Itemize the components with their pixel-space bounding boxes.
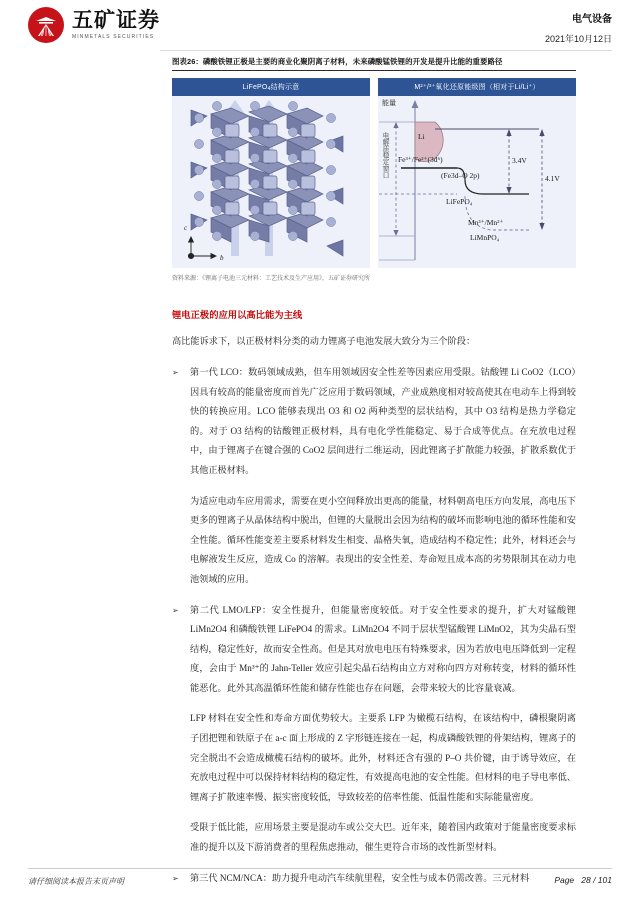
fe-redox-level-label: Fe³⁺/Fe²⁺(3d⁶) [398,155,443,165]
limnpo4-label: LiMnPO₄ [470,233,500,243]
energy-axis-label: 能量 [382,99,396,108]
lifepo4-label: LiFePO₄ [446,197,473,207]
olivine-structure-diagram [172,96,370,268]
footer-page [554,875,612,885]
paragraph-lfp: LFP 材料在安全性和寿命方面优势较大。主要系 LFP 为橄榄石结构，在该结构中，磷根聚阴离子团把锂和铁原子在 a-c 面上形成的 Z 字形链连接在一起，构成磷酸铁锂的骨架结构，锂离子的完全脱出不会造成橄榄石结构的破坏。此外，材料还含有强的 P–O 共价键，由于诱导效应，在充放电过程中可以保持材料结构的稳定性，有效提高电池的安全性能。但材料的电子导电率低、锂离子扩散速率慢、振实密度较低，导致较差的倍率性能、低温性能和实际能量密度。 [190,713,576,802]
panel-energy-canvas [378,96,576,268]
voltage-value-mn: 4.1V [545,174,560,184]
axis-label-c: c [184,224,188,233]
figure-panel-energy [378,78,576,268]
paragraph-high-voltage: 为适应电动车应用需求，需要在更小空间释放出更高的能量，材料朝高电压方向发展，高电压下更多的锂离子从晶体结构中脱出，但锂的大量脱出会因为结构的破坏而影响电池的循环性能和安全性能。循环性能变差主要系材料发生相变、晶格失氧，造成结构不稳定性；此外，材料还会与电解液发生反应，造成 Co 的溶解。表现出的安全性差、寿命短且成本高的劣势限制其在动力电池领域的应用。 [190,495,576,584]
bullet-marker-icon: ➢ [172,605,179,615]
panel-structure-title [172,78,370,96]
footer-disclaimer: 请仔细阅读本报告末页声明 [28,877,124,886]
bullet-marker-icon: ➢ [172,873,179,883]
voltage-value-fe: 3.4V [512,156,527,166]
footer-divider [28,868,612,869]
page-header [0,0,640,50]
panel-structure-title-main: LiFePO [242,84,268,92]
electrolyte-window-label: 电解质稳定窗口 [381,132,388,179]
panel-energy-title: M²⁺/³⁺氧化还原能级图（相对于Li/Li⁺） [378,78,576,96]
section-heading: 锂电正极的应用以高比能为主线 [172,310,303,321]
voltage-arrow-mn [539,129,544,230]
header-divider [160,50,612,51]
figure-block [172,56,576,282]
bullet-ncm-nca [172,869,576,889]
brand-name-cn: 五矿证券 [72,9,160,32]
bullet-ncm-nca-text: 第三代 NCM/NCA：助力提升电动汽车续航里程，安全性与成本仍需改善。三元材料 [190,872,530,883]
section-intro: 高比能诉求下，以正极材料分类的动力锂离子电池发展大致分为三个阶段： [172,336,476,347]
brand-name-en: MINMETALS SECURITIES [72,34,155,40]
mn-redox-level-label: Mn³⁺/Mn²⁺ [468,218,504,228]
header-meta [545,10,612,45]
axis-indicator [188,237,216,259]
page-number: 28 / 101 [581,875,612,885]
brand-text [72,10,160,40]
page-label: Page [554,875,575,885]
figure-source: 资料来源：《锂离子电池三元材料：工艺技术及生产应用》，五矿证券研究所 [172,276,371,283]
li-level-label: Li [418,132,425,142]
figure-panel-structure [172,78,370,268]
bullet-marker-icon: ➢ [172,367,179,377]
minmetals-logo-icon [28,7,64,43]
figure-caption-rule [172,70,576,71]
paragraph-low-energy-density: 受限于低比能，应用场景主要是混动车或公交大巴。近年来，随着国内政策对于能量密度要求标准的提升以及下游消费者的里程焦虑推动，催生更符合市场的改性新型材料。 [190,822,576,853]
panel-structure-title-tail: 结构示意 [270,84,300,92]
content-column [172,56,576,888]
sector-label: 电气设备 [572,14,612,25]
voltage-arrow-fe [506,129,511,194]
bullet-lmo-lfp-text: 第二代 LMO/LFP：安全性提升，但能量密度较低。对于安全性要求的提升，扩大对锰酸锂 LiMn2O4 和磷酸铁锂 LiFePO4 的需求。LiMn2O4 不同于层状型锰酸锂 LiMnO2，其为尖晶石型结构，稳定性好，故而安全性高。但是其对放电电压有特殊要求，因为若放电电压降低到一定程度，会由于 Mn³⁺的 Jahn-Teller 效应引起尖晶石结构由立方对称向四方对称转变，材料的循环性能恶化。此外其高温循环性能和储存性能也存在问题，会带来较大的比容量衰减。 [190,604,576,693]
report-date: 2021年10月12日 [544,34,612,44]
bullet-lco [172,363,576,481]
figure-panels [172,78,576,268]
bullet-lmo-lfp [172,601,576,699]
panel-structure-title-sub: 4 [267,86,271,93]
brand-logo [28,7,160,43]
panel-structure-canvas [172,96,370,268]
fe-orbital-label: (Fe3d–O 2p) [441,171,480,181]
bullet-lco-text: 第一代 LCO：数码领域成熟，但车用领域因安全性差等因素应用受限。钴酸锂 Li CoO2（LCO）因具有较高的能量密度而首先广泛应用于数码领域，产业成熟度相对较高使其在电动车上得到较快的转换应用。LCO 能够表现出 O3 和 O2 两种类型的层状结构，其中 O3 结构是热力学稳定的。对于 O3 结构的钴酸锂正极材料，具有电化学性能稳定、易于合成等优点。在充放电过程中，由于锂离子在键合强的 CoO2 层间进行二维运动，因此锂离子扩散能力较强，扩散系数优于其他正极材料。 [190,366,576,475]
figure-caption: 图表26：磷酸铁锂正极是主要的商业化聚阴离子材料，未来磷酸锰铁锂的开发是提升比能的重要路径 [172,57,503,66]
axis-label-b: b [220,254,224,263]
logo-pagoda-icon [34,16,58,38]
